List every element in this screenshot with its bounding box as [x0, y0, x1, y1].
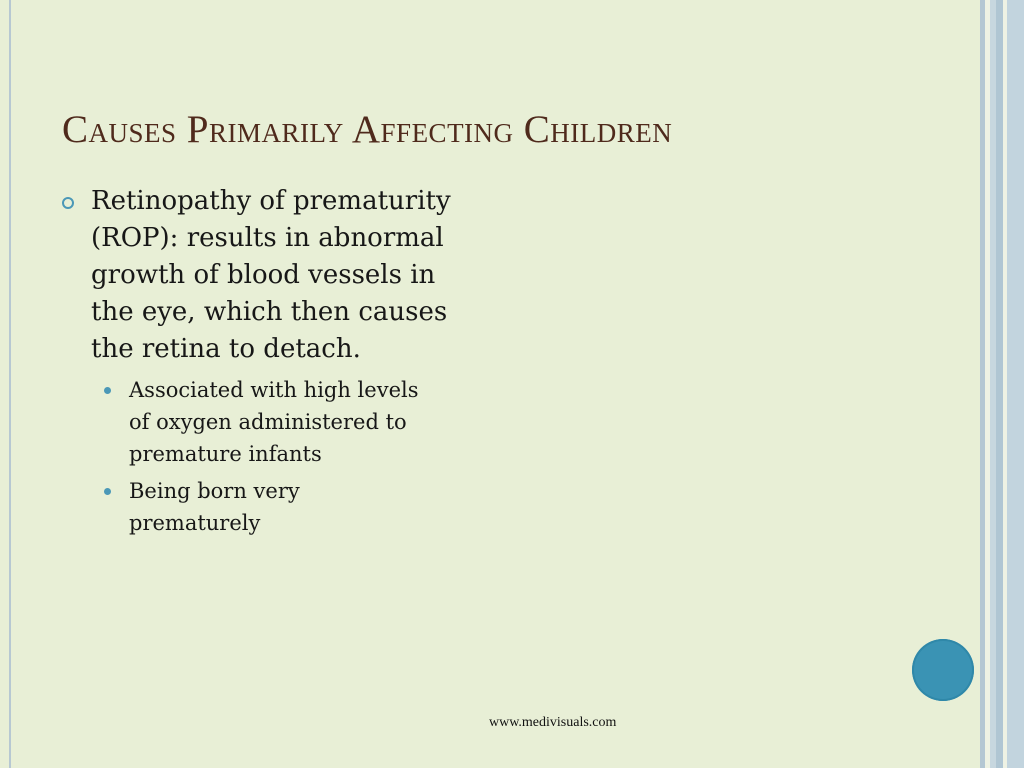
main-bullet-item [62, 183, 482, 368]
dot-bullet-icon [104, 488, 111, 495]
sub-bullet-item [104, 374, 482, 470]
right-border-stripe [1007, 0, 1024, 768]
slide-content [62, 183, 482, 544]
ring-bullet-icon [62, 197, 74, 209]
slide-title: Causes Primarily Affecting Children [62, 108, 673, 151]
dot-bullet-icon [104, 387, 111, 394]
right-border-stripe [996, 0, 1003, 768]
main-bullet-text: Retinopathy of prematurity (ROP): results in abnormal growth of blood vessels in the eye, which then causes the retina to detach. [91, 186, 451, 364]
left-border-rule [9, 0, 11, 768]
sub-bullet-text: Associated with high levels of oxygen administered to premature infants [129, 378, 419, 466]
decorative-circle [912, 639, 974, 701]
sub-bullet-list [104, 374, 482, 539]
sub-bullet-text: Being born very prematurely [129, 479, 300, 535]
footer-url: www.medivisuals.com [489, 715, 617, 730]
sub-bullet-item [104, 475, 482, 539]
